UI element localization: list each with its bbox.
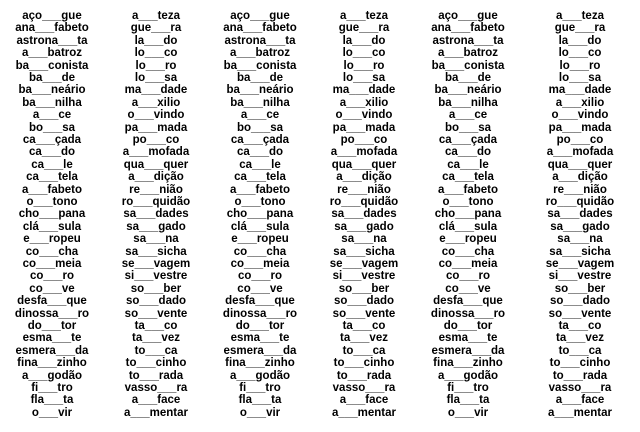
word-blank-item: po___co <box>556 134 604 146</box>
word-blank-item: fi___tro <box>31 382 73 394</box>
word-blank-item: dinossa___ro <box>222 307 298 320</box>
word-blank-item: cho___pana <box>226 208 294 221</box>
word-blank-item: ma___dade <box>124 84 188 97</box>
word-blank-item: a___mofada <box>330 146 398 159</box>
word-blank-item: e___ropeu <box>231 233 289 246</box>
word-blank-item: a___batroz <box>21 47 83 60</box>
word-blank-item: a___mentar <box>124 406 188 419</box>
word-blank-item: so___dado <box>125 295 187 308</box>
word-blank-item: esma___te <box>230 332 290 345</box>
word-blank-item: sa___sicha <box>333 245 395 258</box>
word-blank-item: ca___do <box>236 146 284 159</box>
word-blank-item: co___meia <box>438 258 498 270</box>
word-blank-item: ca___çada <box>22 134 82 146</box>
word-blank-item: fi___tro <box>239 382 281 394</box>
word-blank-item: re___nião <box>129 183 183 196</box>
word-blank-item: co___cha <box>233 245 287 258</box>
word-blank-item: o___tono <box>26 196 78 208</box>
word-blank-item: a___dição <box>552 171 608 184</box>
word-blank-item: ba___de <box>28 72 76 84</box>
word-blank-item: fla___ta <box>238 394 282 407</box>
word-blank-item: esma___te <box>438 332 498 345</box>
word-blank-item: fina___zinho <box>17 357 87 370</box>
word-blank-item: desfa___que <box>225 295 295 308</box>
word-blank-item: se___vagem <box>329 258 399 270</box>
word-blank-item: lo___sa <box>558 72 602 84</box>
word-blank-item: qua___quer <box>547 158 613 171</box>
word-blank-item: se___vagem <box>545 258 615 270</box>
word-blank-item: ta___vez <box>340 332 388 345</box>
word-column-3 <box>208 0 312 432</box>
word-blank-item: clá___sula <box>230 220 290 233</box>
word-blank-item: a___teza <box>132 10 180 22</box>
word-blank-item: to___ca <box>134 344 178 357</box>
word-blank-item: lo___co <box>558 47 602 60</box>
word-blank-item: re___nião <box>337 183 391 196</box>
word-blank-item: desfa___que <box>433 295 503 308</box>
word-blank-item: sa___dades <box>123 208 189 221</box>
word-blank-item: vasso___ra <box>332 382 396 394</box>
word-blank-item: ta___vez <box>556 332 604 345</box>
word-blank-item: o___tono <box>234 196 286 208</box>
word-blank-item: ta___co <box>558 320 602 332</box>
word-blank-item: lo___co <box>134 47 178 60</box>
word-blank-item: a___teza <box>340 10 388 22</box>
word-blank-item: ba___neário <box>434 84 502 97</box>
word-blank-item: si___vestre <box>548 270 612 283</box>
word-blank-item: sa___dades <box>547 208 613 221</box>
word-blank-item: ro___quidão <box>545 196 615 208</box>
word-blank-item: ca___tela <box>234 171 286 184</box>
word-blank-item: ba___neário <box>18 84 86 97</box>
word-blank-item: ro___quidão <box>121 196 191 208</box>
word-blank-item: a___godão <box>21 369 83 382</box>
word-blank-item: to___ca <box>558 344 602 357</box>
word-blank-item: so___dado <box>333 295 395 308</box>
word-blank-item: to___cinho <box>125 357 187 370</box>
word-blank-item: si___vestre <box>124 270 188 283</box>
word-blank-item: o___vindo <box>127 109 185 122</box>
word-blank-item: ba___nilha <box>230 96 290 109</box>
word-blank-item: ba___de <box>444 72 492 84</box>
word-blank-item: a___mentar <box>332 406 396 419</box>
word-blank-item: la___do <box>342 34 386 47</box>
word-blank-item: co___cha <box>25 245 79 258</box>
word-blank-item: o___vir <box>447 406 489 419</box>
word-blank-item: ca___tela <box>26 171 78 184</box>
word-blank-item: to___cinho <box>549 357 611 370</box>
word-blank-item: a___xilio <box>555 96 605 109</box>
word-blank-item: pa___mada <box>124 121 188 134</box>
word-blank-item: la___do <box>558 34 602 47</box>
word-blank-item: co___ro <box>445 270 491 283</box>
word-blank-item: qua___quer <box>331 158 397 171</box>
word-blank-item: ba___nilha <box>22 96 82 109</box>
word-blank-item: astrona___ta <box>16 34 88 47</box>
word-blank-item: o___vindo <box>335 109 393 122</box>
word-blank-item: clá___sula <box>438 220 498 233</box>
word-blank-item: a___fabeto <box>437 183 499 196</box>
word-column-1 <box>0 0 104 432</box>
word-blank-item: co___cha <box>441 245 495 258</box>
word-blank-item: a___dição <box>128 171 184 184</box>
word-blank-item: a___batroz <box>437 47 499 60</box>
word-blank-item: ca___do <box>28 146 76 159</box>
word-blank-item: esmera___da <box>431 344 505 357</box>
word-blank-item: lo___co <box>342 47 386 60</box>
word-blank-item: o___vindo <box>551 109 609 122</box>
word-blank-item: lo___sa <box>342 72 386 84</box>
word-blank-item: a___batroz <box>229 47 291 60</box>
word-blank-item: e___ropeu <box>439 233 497 246</box>
word-blank-item: a___ce <box>240 109 280 122</box>
word-blank-item: ma___dade <box>548 84 612 97</box>
word-blank-item: a___mofada <box>122 146 190 159</box>
word-blank-item: gue___ra <box>338 22 390 35</box>
word-blank-item: so___ber <box>130 282 182 295</box>
word-blank-item: co___ro <box>237 270 283 283</box>
word-blank-item: ta___co <box>134 320 178 332</box>
word-blank-item: o___tono <box>442 196 494 208</box>
word-blank-item: ca___çada <box>230 134 290 146</box>
word-blank-item: o___vir <box>31 406 73 419</box>
word-blank-item: do___tor <box>235 320 285 332</box>
word-blank-item: ba___conista <box>431 59 505 72</box>
word-blank-item: ba___nilha <box>438 96 498 109</box>
word-blank-item: e___ropeu <box>23 233 81 246</box>
word-blank-item: ta___vez <box>132 332 180 345</box>
word-blank-item: ro___quidão <box>329 196 399 208</box>
word-blank-item: bo___sa <box>236 121 284 134</box>
word-blank-item: so___ber <box>554 282 606 295</box>
word-blank-item: lo___ro <box>135 59 177 72</box>
word-blank-item: so___vente <box>332 307 396 320</box>
word-column-5 <box>416 0 520 432</box>
word-blank-item: sa___dades <box>331 208 397 221</box>
word-blank-item: a___mentar <box>548 406 612 419</box>
word-blank-item: co___ro <box>29 270 75 283</box>
word-blank-item: esmera___da <box>223 344 297 357</box>
word-blank-item: a___teza <box>556 10 604 22</box>
word-blank-item: fina___zinho <box>433 357 503 370</box>
word-blank-item: dinossa___ro <box>14 307 90 320</box>
word-blank-item: dinossa___ro <box>430 307 506 320</box>
word-blank-item: a___face <box>339 394 389 407</box>
word-blank-item: gue___ra <box>130 22 182 35</box>
word-blank-item: sa___gado <box>126 220 186 233</box>
word-blank-item: aço___gue <box>22 10 82 22</box>
word-blank-item: sa___na <box>557 233 603 246</box>
word-blank-item: lo___ro <box>343 59 385 72</box>
word-blank-item: o___vir <box>239 406 281 419</box>
word-blank-item: astrona___ta <box>432 34 504 47</box>
word-blank-item: fi___tro <box>447 382 489 394</box>
word-blank-item: fina___zinho <box>225 357 295 370</box>
word-blank-item: aço___gue <box>230 10 290 22</box>
word-blank-item: ba___de <box>236 72 284 84</box>
word-blank-item: ca___do <box>444 146 492 159</box>
word-blank-item: co___ve <box>237 282 283 295</box>
word-blank-item: ca___le <box>239 158 281 171</box>
word-blank-item: re___nião <box>553 183 607 196</box>
word-blank-item: ba___conista <box>15 59 89 72</box>
word-blank-item: ca___le <box>31 158 73 171</box>
word-blank-item: a___godão <box>229 369 291 382</box>
word-blank-item: co___ve <box>29 282 75 295</box>
word-blank-item: to___rada <box>552 369 608 382</box>
word-blank-item: esma___te <box>22 332 82 345</box>
word-blank-item: ba___conista <box>223 59 297 72</box>
word-blank-item: so___dado <box>549 295 611 308</box>
word-blank-item: astrona___ta <box>224 34 296 47</box>
word-blank-item: do___tor <box>27 320 77 332</box>
word-blank-item: ca___tela <box>442 171 494 184</box>
word-blank-item: pa___mada <box>548 121 612 134</box>
word-blank-item: to___ca <box>342 344 386 357</box>
word-blank-item: aço___gue <box>438 10 498 22</box>
word-blank-item: so___ber <box>338 282 390 295</box>
word-blank-item: co___ve <box>445 282 491 295</box>
word-blank-item: pa___mada <box>332 121 396 134</box>
word-blank-item: to___rada <box>128 369 184 382</box>
word-blank-item: esmera___da <box>15 344 89 357</box>
word-blank-item: a___fabeto <box>21 183 83 196</box>
word-blank-item: se___vagem <box>121 258 191 270</box>
word-blank-item: vasso___ra <box>548 382 612 394</box>
word-blank-item: a___ce <box>32 109 72 122</box>
word-column-4 <box>312 0 416 432</box>
word-blank-item: co___meia <box>22 258 82 270</box>
word-blank-item: sa___gado <box>550 220 610 233</box>
word-blank-item: sa___gado <box>334 220 394 233</box>
word-blank-item: sa___na <box>133 233 179 246</box>
word-blank-item: co___meia <box>230 258 290 270</box>
word-blank-item: cho___pana <box>18 208 86 221</box>
word-blank-item: clá___sula <box>22 220 82 233</box>
word-blank-item: ca___çada <box>438 134 498 146</box>
word-blank-item: a___face <box>555 394 605 407</box>
word-blank-item: a___xilio <box>131 96 181 109</box>
word-blank-item: a___ce <box>448 109 488 122</box>
word-blank-item: ana___fabeto <box>15 22 89 35</box>
word-blank-item: ma___dade <box>332 84 396 97</box>
word-blank-item: bo___sa <box>444 121 492 134</box>
word-blank-item: ba___neário <box>226 84 294 97</box>
word-blank-item: sa___sicha <box>125 245 187 258</box>
word-blank-item: a___dição <box>336 171 392 184</box>
word-blank-item: ta___co <box>342 320 386 332</box>
word-blank-item: ana___fabeto <box>431 22 505 35</box>
word-blank-item: lo___ro <box>559 59 601 72</box>
word-blank-item: to___cinho <box>333 357 395 370</box>
word-blank-item: do___tor <box>443 320 493 332</box>
word-blank-item: a___fabeto <box>229 183 291 196</box>
word-blank-item: a___godão <box>437 369 499 382</box>
word-blank-item: lo___sa <box>134 72 178 84</box>
word-blank-item: sa___na <box>341 233 387 246</box>
word-column-2 <box>104 0 208 432</box>
word-blank-item: si___vestre <box>332 270 396 283</box>
word-blank-item: po___co <box>340 134 388 146</box>
word-blank-item: a___xilio <box>339 96 389 109</box>
word-column-6 <box>520 0 640 432</box>
word-blank-item: cho___pana <box>434 208 502 221</box>
word-blank-item: a___face <box>131 394 181 407</box>
word-blank-item: so___vente <box>548 307 612 320</box>
word-blank-item: so___vente <box>124 307 188 320</box>
word-blank-item: bo___sa <box>28 121 76 134</box>
word-blank-item: vasso___ra <box>124 382 188 394</box>
word-blank-item: la___do <box>134 34 178 47</box>
word-blank-item: gue___ra <box>554 22 606 35</box>
word-blank-item: fla___ta <box>446 394 490 407</box>
word-blank-item: desfa___que <box>17 295 87 308</box>
word-blank-item: ca___le <box>447 158 489 171</box>
word-blank-item: a___mofada <box>546 146 614 159</box>
word-blank-item: qua___quer <box>123 158 189 171</box>
word-blank-item: sa___sicha <box>549 245 611 258</box>
word-blank-item: ana___fabeto <box>223 22 297 35</box>
word-blank-item: fla___ta <box>30 394 74 407</box>
word-blank-item: po___co <box>132 134 180 146</box>
word-blank-item: to___rada <box>336 369 392 382</box>
